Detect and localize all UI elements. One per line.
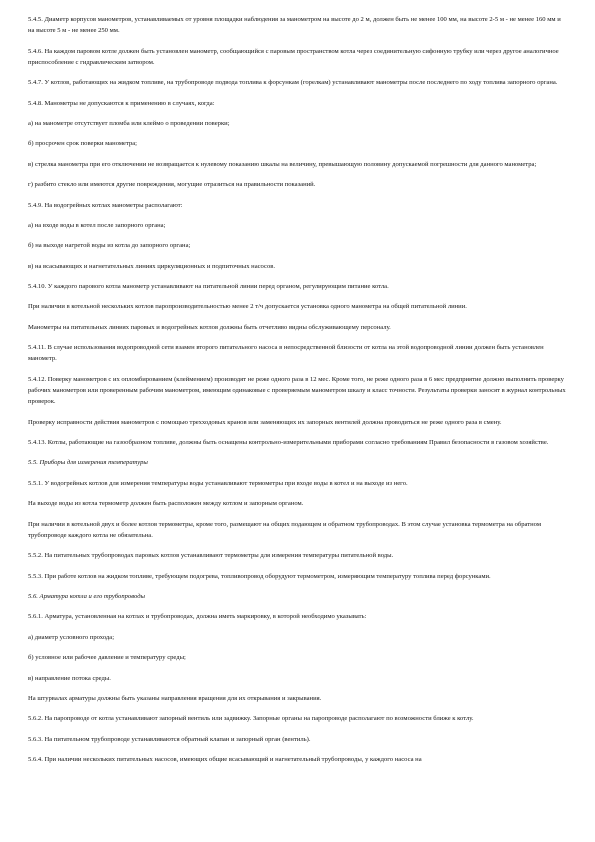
paragraph: Проверку исправности действия манометров с помощью трехходовых кранов или заменяющих их запорных вентилей должна проводиться не реже одного раза в смену. <box>28 418 502 426</box>
paragraph: 5.4.10. У каждого парового котла манометр устанавливают на питательной линии перед органом, регулирующим питание котла. <box>28 283 389 291</box>
paragraph: На штурвалах арматуры должны быть указаны направления вращения для их открывания и закрывания. <box>28 694 322 702</box>
paragraph: 5.4.13. Котлы, работающие на газообразном топливе, должны быть оснащены контрольно-измерительными приборами согласно требованиям Правил безопасности в газовом хозяйстве. <box>28 439 549 447</box>
section-heading: 5.6. Арматура котла и его трубопроводы <box>28 592 146 600</box>
paragraph: 5.5.1. У водогрейных котлов для измерения температуры воды устанавливают термометры при входе воды в котел и на выходе из него. <box>28 479 408 487</box>
section-heading: 5.5. Приборы для измерения температуры <box>28 459 148 467</box>
paragraph: б) на выходе нагретой воды из котла до запорного органа; <box>28 242 191 250</box>
paragraph: 5.4.6. На каждом паровом котле должен быть установлен манометр, сообщающийся с паровым пространством котла через соединительную сифонную трубку или через другое аналогичное приспособление с гидравлическим затвором. <box>28 47 559 66</box>
paragraph: 5.4.9. На водогрейных котлах манометры располагают: <box>28 201 183 209</box>
paragraph: 5.6.2. На паропроводе от котла устанавливают запорный вентиль или задвижку. Запорные органы на паропроводе располагают по возможности ближе к котлу. <box>28 715 474 723</box>
document-body <box>28 14 568 775</box>
paragraph: 5.5.3. При работе котлов на жидком топливе, требующем подогрева, топливопровод оборудуют термометром, измеряющим температуру топлива перед форсунками. <box>28 572 491 580</box>
paragraph: а) на входе воды в котел после запорного органа; <box>28 221 166 229</box>
paragraph: 5.4.8. Манометры не допускаются к применению в случаях, когда: <box>28 99 215 107</box>
paragraph: г) разбито стекло или имеются другие повреждения, могущие отразиться на правильности показаний. <box>28 181 316 189</box>
paragraph: При наличии в котельной двух и более котлов термометры, кроме того, размещают на общих подающем и обратном трубопроводах. В этом случае установка термометра на обратном трубопроводе каждого котла не обязательна. <box>28 520 542 539</box>
paragraph: 5.4.12. Поверку манометров с их опломбированием (клеймением) производят не реже одного раза в 12 мес. Кроме того, не реже одного раза в 6 мес предприятие должно выполнить проверку рабочих манометров или проверенным рабочим манометром, имеющим одинаковые с проверяемым манометром шкалу и класс точности. Результаты проверки заносят в журнал контрольных проверок. <box>28 375 566 406</box>
paragraph: Манометры на питательных линиях паровых и водогрейных котлов должны быть отчетливо видны обслуживающему персоналу. <box>28 323 391 331</box>
paragraph: 5.6.4. При наличии нескольких питательных насосов, имеющих общие всасывающий и нагнетательный трубопроводы, у каждого насоса на <box>28 756 422 764</box>
paragraph: 5.4.7. У котлов, работающих на жидком топливе, на трубопроводе подвода топлива к форсункам (горелкам) устанавливают манометры после последнего по ходу топлива запорного органа. <box>28 79 558 87</box>
paragraph: в) на всасывающих и нагнетательных линиях циркуляционных и подпиточных насосов. <box>28 262 276 270</box>
paragraph: б) просрочен срок поверки манометра; <box>28 140 138 148</box>
paragraph: 5.4.11. В случае использования водопроводной сети взамен второго питательного насоса в непосредственной близости от котла на этой водопроводной линии должен быть установлен манометр. <box>28 344 544 363</box>
paragraph: 5.4.5. Диаметр корпусов манометров, устанавливаемых от уровня площадки наблюдения за манометром на высоте до 2 м, должен быть не менее 100 мм, на высоте 2-5 м - не менее 160 мм и на высоте 5 м - не менее 250 мм. <box>28 16 561 35</box>
paragraph: в) направление потока среды. <box>28 674 111 682</box>
paragraph: а) на манометре отсутствует пломба или клеймо о проведении поверки; <box>28 119 230 127</box>
paragraph: При наличии в котельной нескольких котлов паропроизводительностью менее 2 т/ч допускается установка одного манометра на общей питательной линии. <box>28 303 467 311</box>
paragraph: 5.6.1. Арматура, установленная на котлах и трубопроводах, должна иметь маркировку, в которой необходимо указывать: <box>28 613 367 621</box>
paragraph: 5.6.3. На питательном трубопроводе устанавливаются обратный клапан и запорный орган (вентиль). <box>28 735 311 743</box>
paragraph: На выходе воды из котла термометр должен быть расположен между котлом и запорным органом. <box>28 500 304 508</box>
paragraph: 5.5.2. На питательных трубопроводах паровых котлов устанавливают термометры для измерения температуры питательной воды. <box>28 552 394 560</box>
paragraph: б) условное или рабочее давление и температуру среды; <box>28 654 186 662</box>
paragraph: в) стрелка манометра при его отключении не возвращается к нулевому показанию шкалы на величину, превышающую половину допускаемой погрешности для данного манометра; <box>28 160 537 168</box>
paragraph: а) диаметр условного прохода; <box>28 633 115 641</box>
